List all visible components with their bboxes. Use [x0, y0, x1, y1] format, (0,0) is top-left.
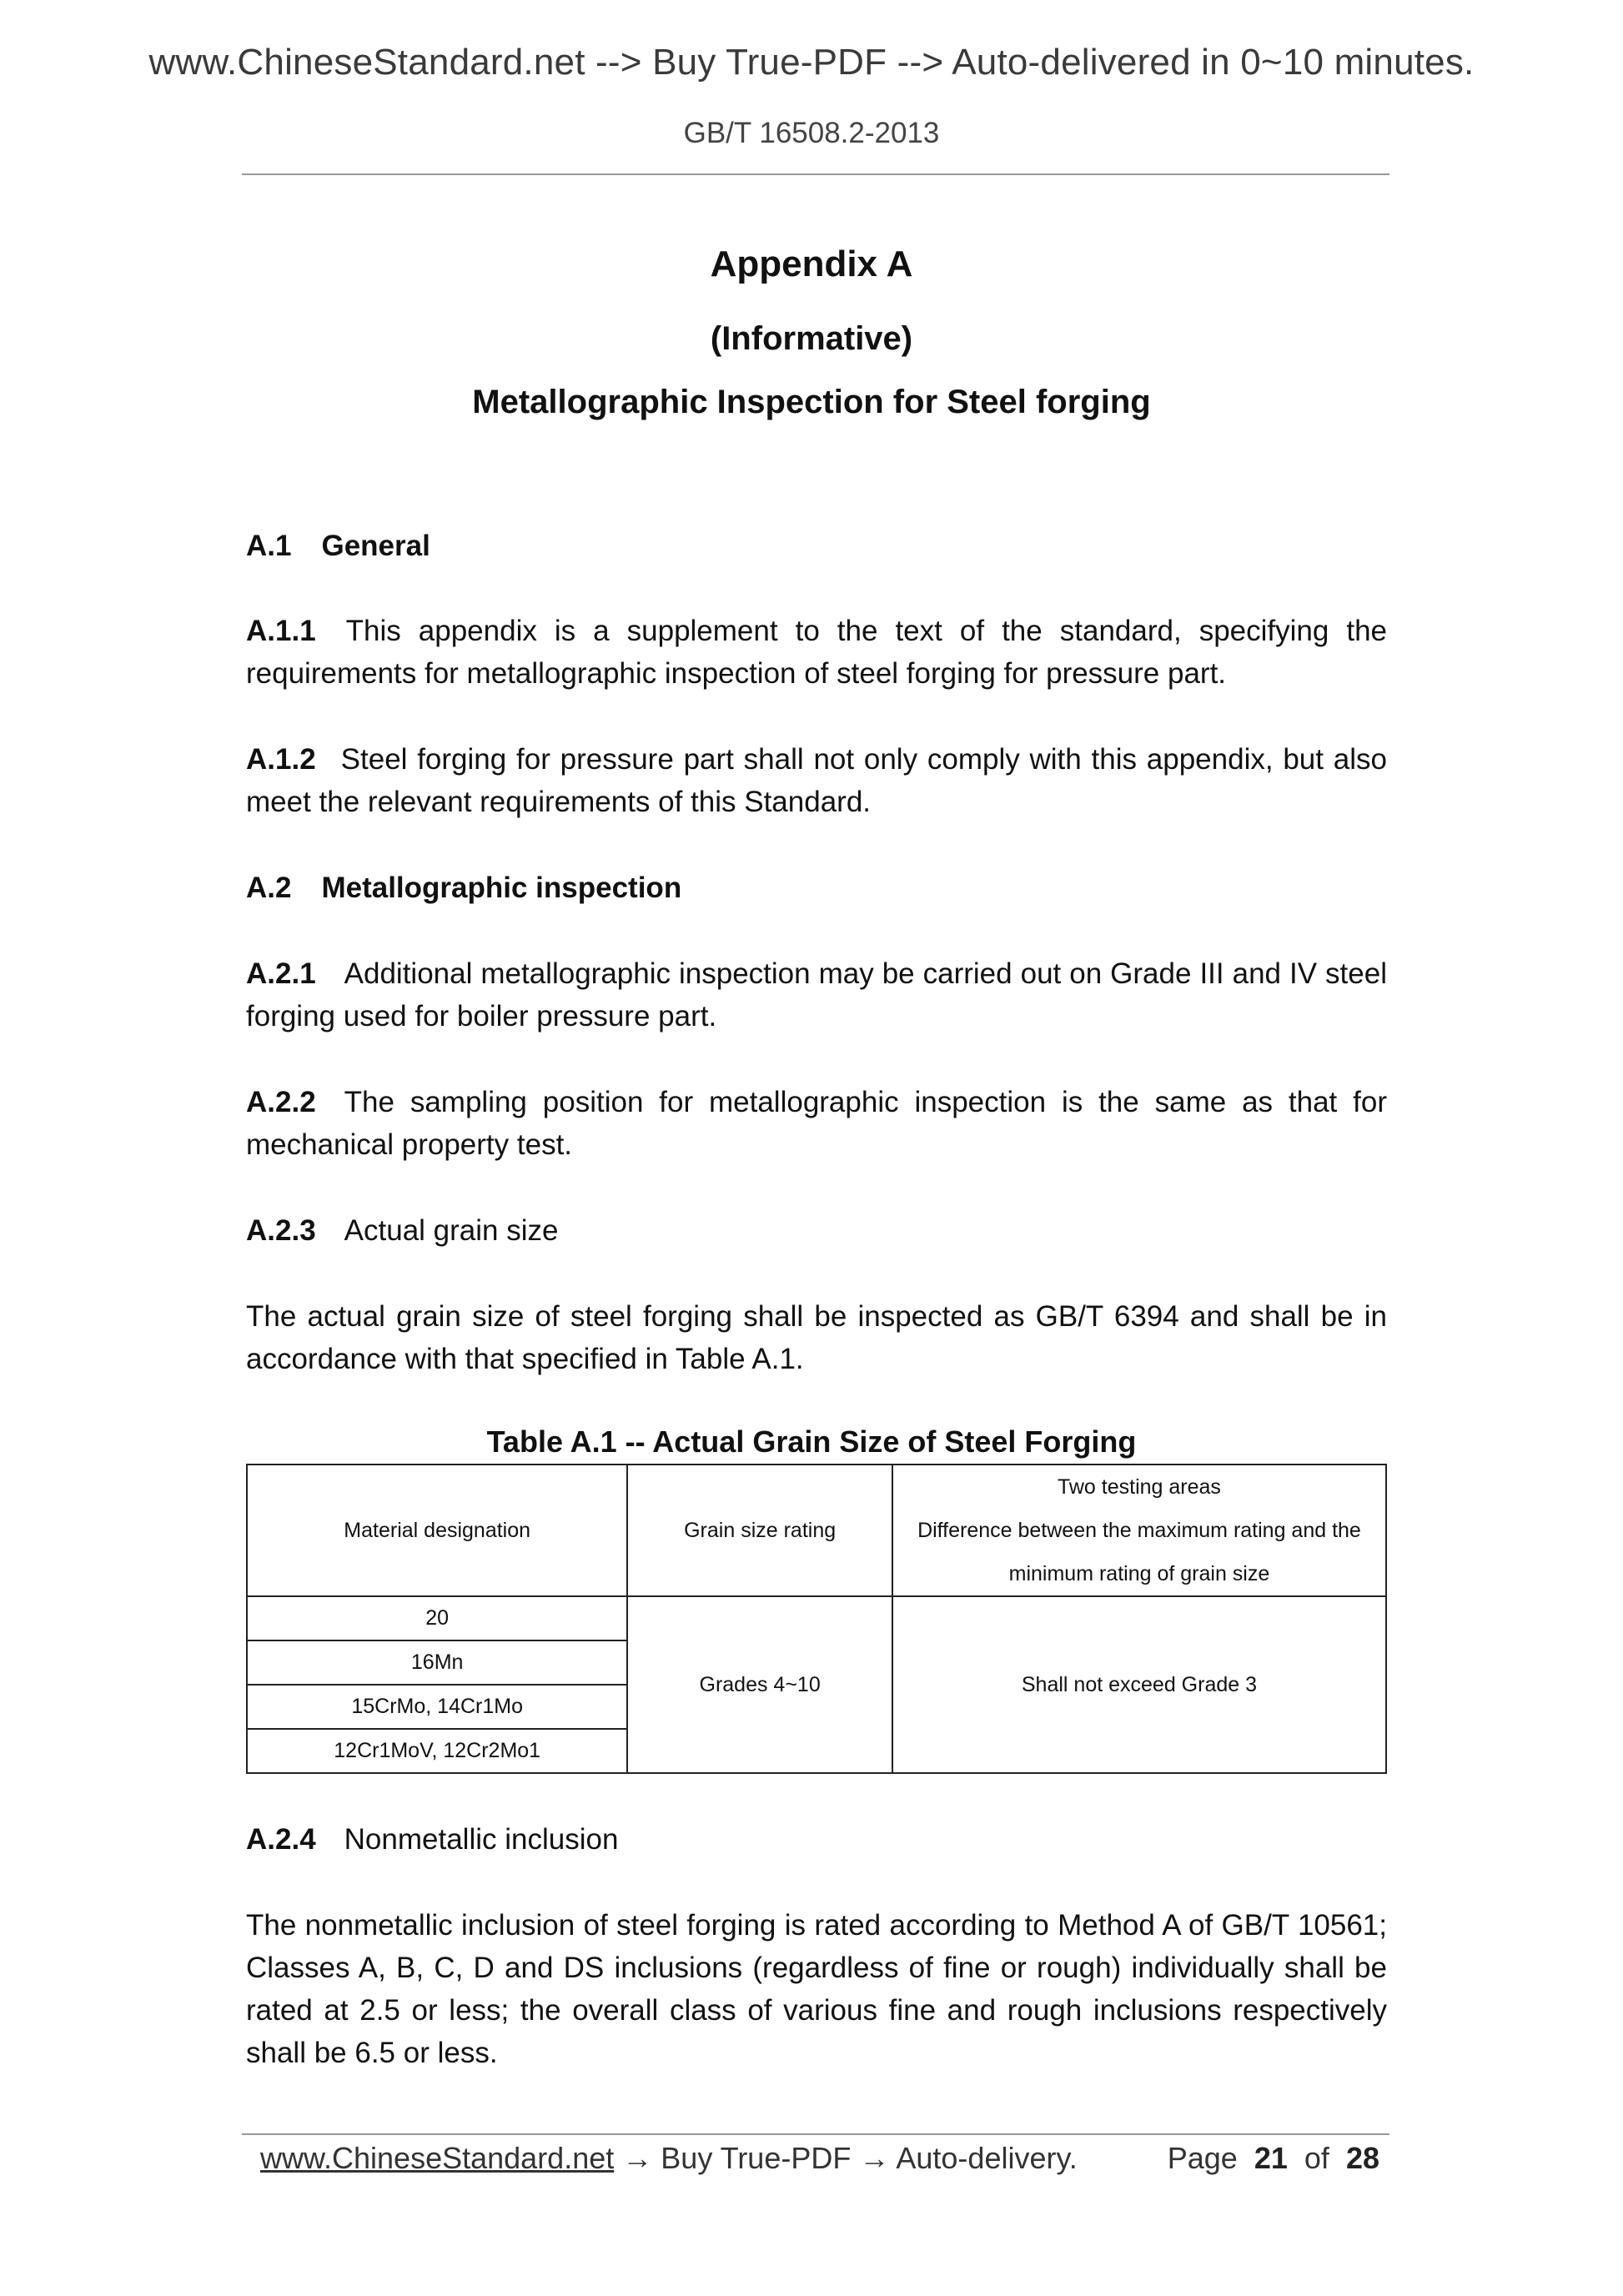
- section-title: General: [321, 530, 430, 562]
- section-number: A.1: [246, 530, 292, 562]
- arrow-icon: →: [622, 2141, 653, 2175]
- clause-text: Steel forging for pressure part shall not only comply with this appendix, but also meet the relevant requirements of this Standard.: [246, 743, 1387, 818]
- grain-value-cell: Grades 4~10: [627, 1596, 892, 1773]
- difference-value-cell: Shall not exceed Grade 3: [892, 1596, 1386, 1773]
- clause-number: A.1.2: [246, 743, 316, 776]
- clause-number: A.2.2: [246, 1086, 316, 1118]
- material-cell: 20: [247, 1596, 627, 1640]
- clause-a2-2: [246, 1081, 1387, 1166]
- clause-a2-3-heading: [246, 1209, 1387, 1252]
- page-number: 21: [1254, 2141, 1288, 2175]
- footer-site-link[interactable]: www.ChineseStandard.net: [260, 2141, 615, 2175]
- header-divider: [242, 173, 1389, 175]
- section-number: A.2: [246, 872, 292, 904]
- material-cell: 12Cr1MoV, 12Cr2Mo1: [247, 1729, 627, 1773]
- grain-size-table: [246, 1464, 1387, 1774]
- appendix-title: Appendix A: [710, 244, 913, 284]
- clause-a1-1: [246, 610, 1387, 695]
- clause-text: The sampling position for metallographic inspection is the same as that for mechanical property test.: [246, 1086, 1387, 1161]
- table-row: [247, 1596, 1386, 1640]
- clause-title: Nonmetallic inclusion: [344, 1823, 619, 1856]
- page-total: 28: [1345, 2141, 1379, 2175]
- footer-auto-text: Auto-delivery.: [896, 2141, 1078, 2175]
- material-cell: 16Mn: [247, 1640, 627, 1685]
- table-caption: Table A.1 -- Actual Grain Size of Steel Forging: [486, 1424, 1137, 1459]
- clause-a2-1: [246, 952, 1387, 1037]
- clause-text: Additional metallographic inspection may be carried out on Grade III and IV steel forging used for boiler pressure part.: [246, 957, 1387, 1032]
- header-grain: Grain size rating: [627, 1465, 892, 1596]
- arrow-icon: →: [859, 2141, 890, 2175]
- footer-buy-text: Buy True-PDF: [661, 2141, 852, 2175]
- table-header-row: [247, 1465, 1386, 1596]
- page-label: Page: [1167, 2141, 1238, 2175]
- appendix-informative: (Informative): [710, 320, 913, 357]
- clause-number: A.2.4: [246, 1823, 316, 1856]
- document-id: GB/T 16508.2-2013: [683, 117, 940, 149]
- clause-number: A.2.3: [246, 1214, 316, 1247]
- clause-a2-4-heading: [246, 1818, 1387, 1861]
- section-title: Metallographic inspection: [321, 872, 682, 904]
- of-label: of: [1304, 2141, 1329, 2175]
- clause-a2-4-text: The nonmetallic inclusion of steel forging is rated according to Method A of GB/T 10561; Classes A, B, C, D and DS inclusions (regardless of fine or rough) individually shall be rated at 2.5 or less; the overall class of various fine and rough inclusions respectively shall be 6.5 or less.: [246, 1909, 1387, 2069]
- header-difference: [892, 1465, 1386, 1596]
- clause-a2-3-text: The actual grain size of steel forging shall be inspected as GB/T 6394 and shall be in accordance with that specified in Table A.1.: [246, 1300, 1387, 1375]
- page-indicator: [1168, 2138, 1379, 2179]
- clause-text: This appendix is a supplement to the text of the standard, specifying the requirements for metallographic inspection of steel forging for pressure part.: [246, 615, 1387, 690]
- page-footer: [260, 2138, 1389, 2179]
- clause-a1-2: [246, 738, 1387, 823]
- clause-number: A.1.1: [246, 615, 316, 647]
- header-difference-line2: minimum rating of grain size: [1008, 1562, 1270, 1585]
- section-a2-heading: [246, 867, 1387, 909]
- header-two-areas: Two testing areas: [1057, 1475, 1221, 1499]
- clause-title: Actual grain size: [344, 1214, 559, 1247]
- clause-number: A.2.1: [246, 957, 316, 990]
- header-material: Material designation: [247, 1465, 627, 1596]
- header-difference-line1: Difference between the maximum rating and the: [917, 1519, 1361, 1542]
- material-cell: 15CrMo, 14Cr1Mo: [247, 1685, 627, 1729]
- appendix-subject: Metallographic Inspection for Steel forging: [472, 384, 1151, 420]
- footer-divider: [242, 2133, 1389, 2135]
- top-banner[interactable]: www.ChineseStandard.net --> Buy True-PDF --> Auto-delivered in 0~10 minutes.: [148, 42, 1475, 83]
- section-a1-heading: [246, 525, 1387, 567]
